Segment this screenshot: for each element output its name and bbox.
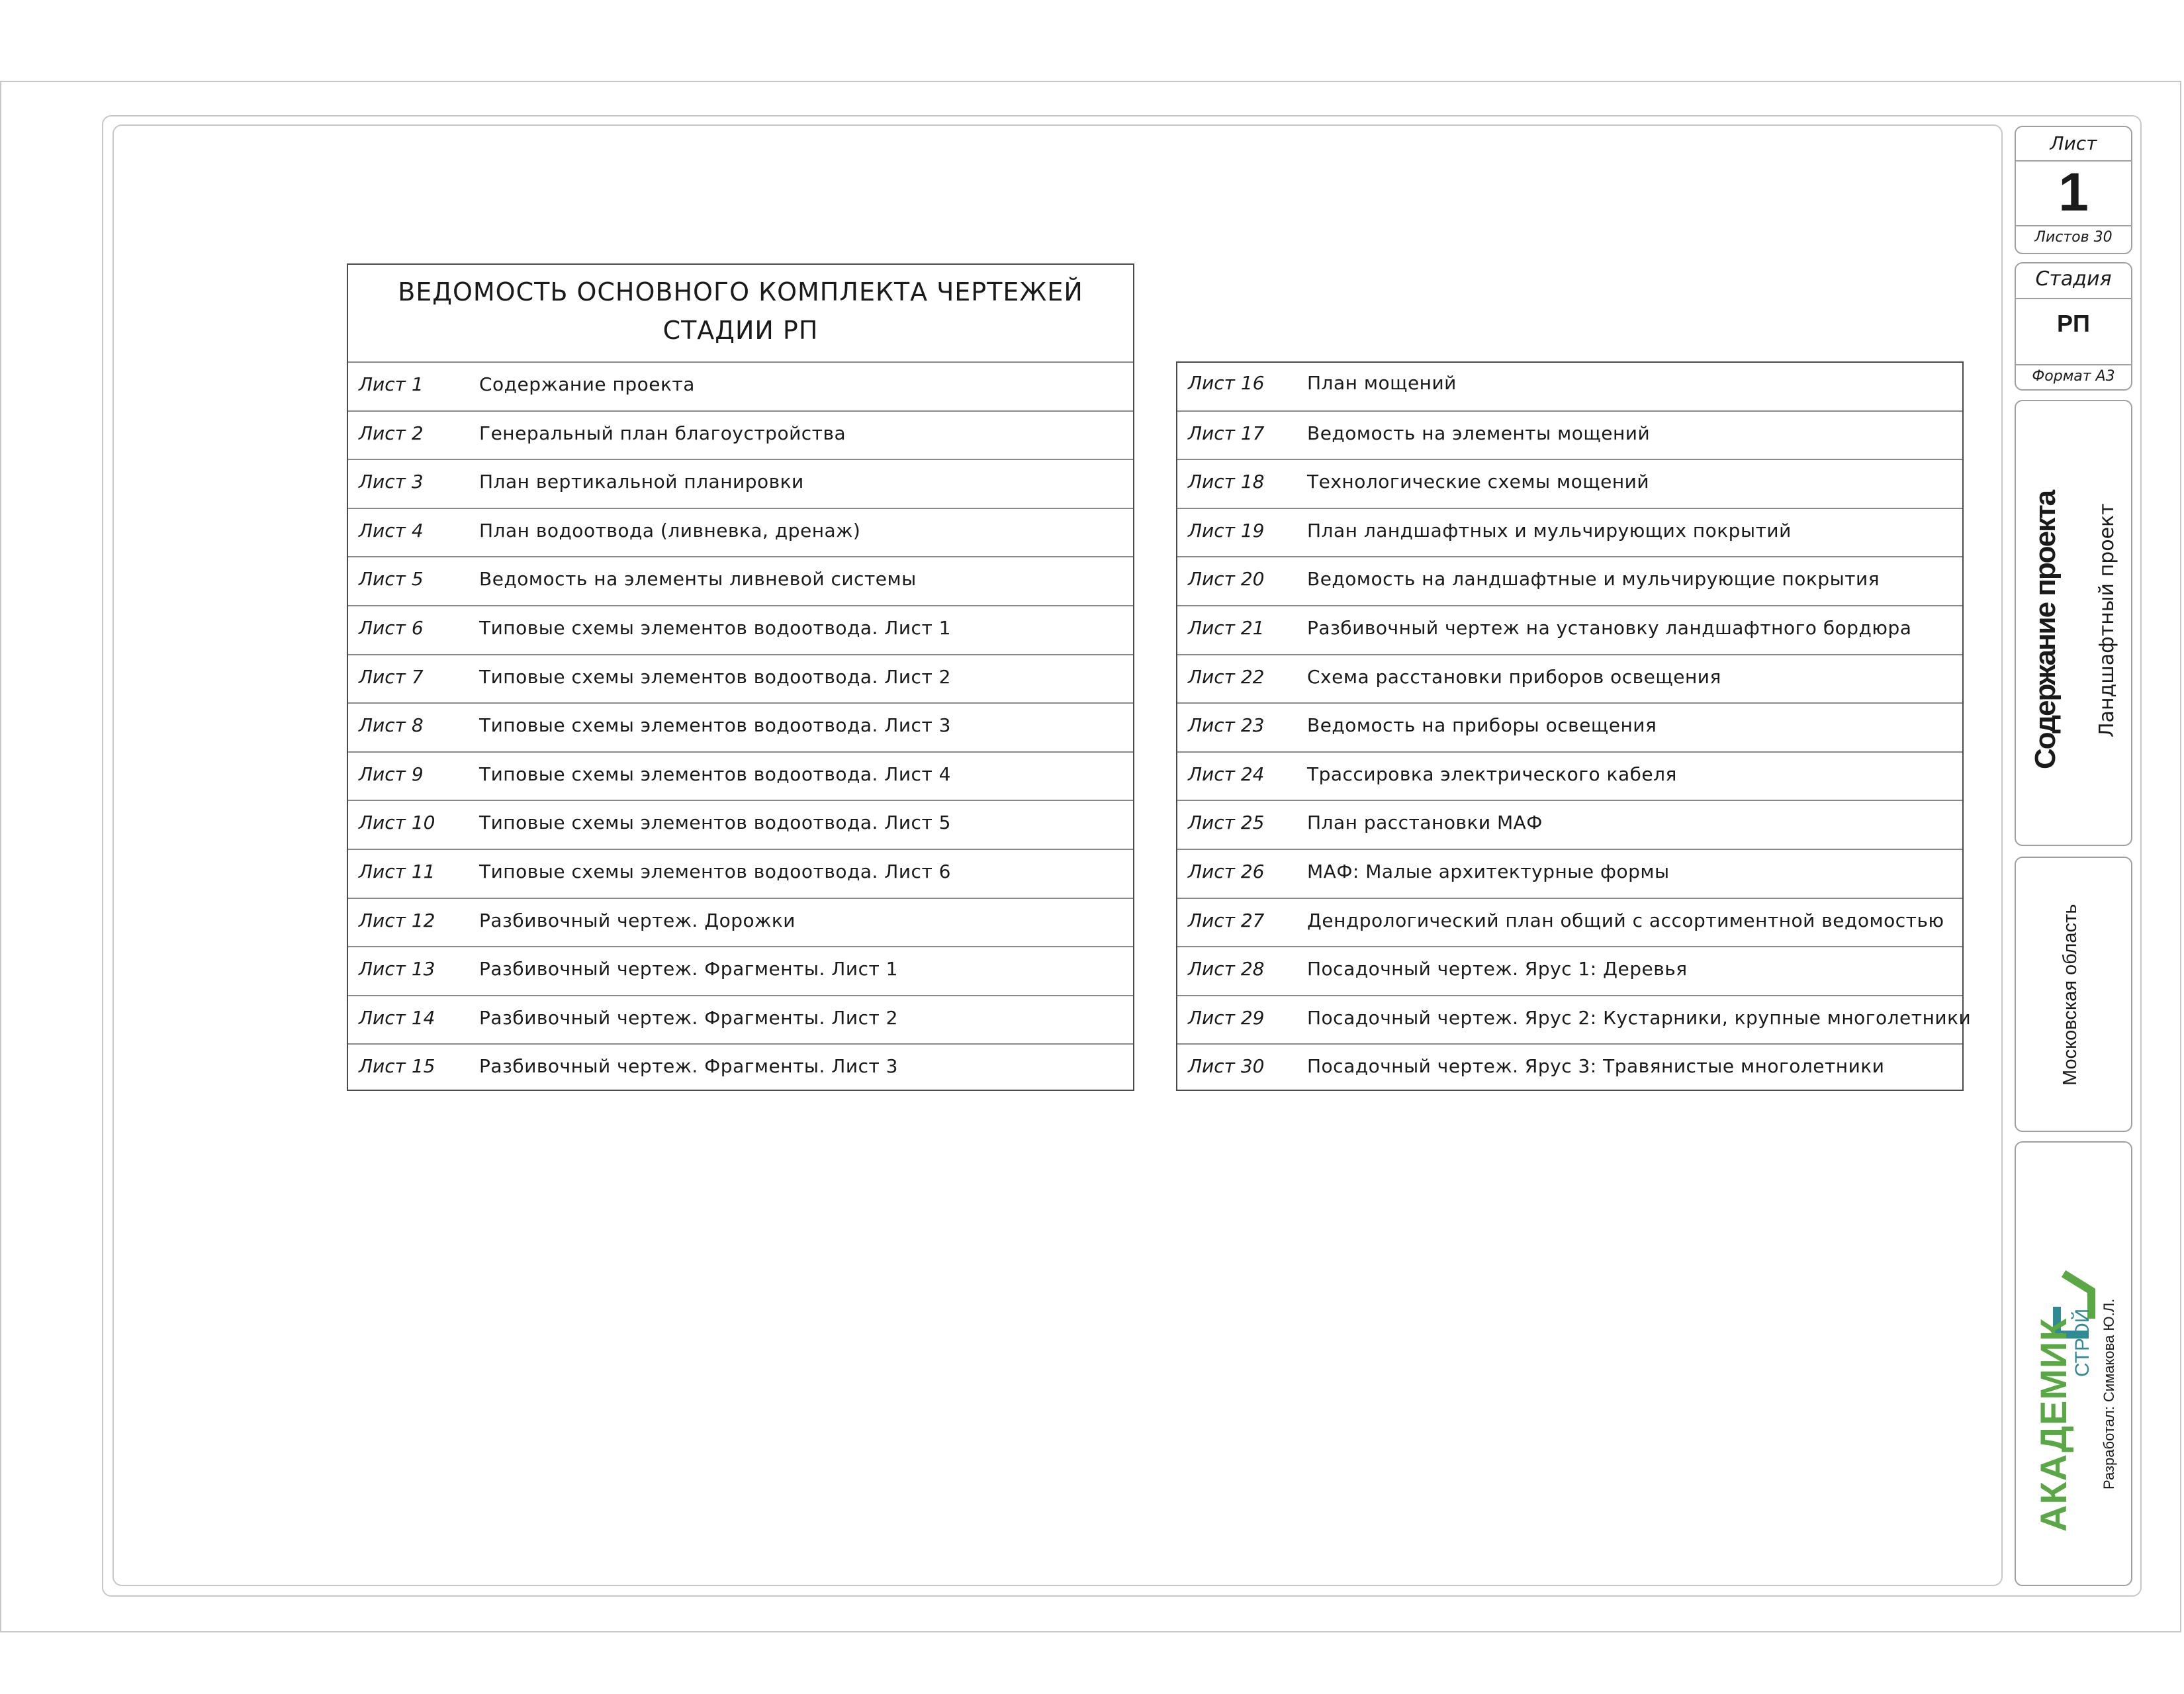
sheet-number-label: Лист 20: [1188, 568, 1265, 590]
sheet-number-label: Лист 6: [359, 617, 424, 639]
table-row: [348, 556, 1133, 605]
sheet-title: Типовые схемы элементов водоотвода. Лист 6: [479, 861, 951, 882]
table-row: [348, 702, 1133, 751]
sheet-title: Разбивочный чертеж на установку ландшафтного бордюра: [1307, 617, 1912, 639]
sheet-title: Разбивочный чертеж. Дорожки: [479, 909, 796, 931]
table-row: [348, 995, 1133, 1044]
sheet-label: Лист: [2050, 132, 2097, 154]
divider: [2016, 225, 2131, 226]
table-row: [348, 605, 1133, 654]
sheet-number-label: Лист 3: [359, 471, 424, 493]
table-row: [348, 898, 1133, 947]
region-cell: [2015, 857, 2132, 1132]
stage-cell: [2015, 262, 2132, 391]
table-row: [348, 849, 1133, 898]
sheet-title: План мощений: [1307, 372, 1457, 394]
sheet-number-label: Лист 17: [1188, 422, 1265, 444]
sheet-title: Типовые схемы элементов водоотвода. Лист 1: [479, 617, 951, 639]
table-row: [348, 1043, 1133, 1092]
sheet-number-label: Лист 23: [1188, 714, 1265, 737]
sheet-title: Типовые схемы элементов водоотвода. Лист 3: [479, 714, 951, 737]
sheet-list-table-left: [347, 263, 1134, 1091]
logo-text-main: АКАДЕМИК: [2032, 1317, 2074, 1532]
sheet-title: Содержание проекта: [479, 373, 695, 395]
sheet-number-label: Лист 18: [1188, 471, 1265, 493]
sheet-number-label: Лист 30: [1188, 1055, 1265, 1078]
divider: [2016, 364, 2131, 365]
table-row: [1177, 946, 1962, 995]
sheet-number-label: Лист 22: [1188, 665, 1265, 688]
table-title: [348, 273, 1133, 350]
table-row: [1177, 995, 1972, 1044]
table-row: [348, 751, 1133, 800]
table-row: [1177, 508, 1962, 557]
sheet-title: Ведомость на приборы освещения: [1307, 714, 1657, 737]
table-row: [348, 946, 1133, 995]
sheet-number-label: Лист 12: [359, 909, 435, 931]
drawing-title-cell: [2015, 400, 2132, 846]
stage-value: РП: [2057, 310, 2090, 337]
divider: [2016, 298, 2131, 299]
drawing-title: Содержание проекта: [2029, 491, 2062, 769]
sheet-number-label: Лист 14: [359, 1006, 435, 1029]
sheet-number: 1: [2058, 162, 2089, 222]
developer-cell: [2015, 1141, 2132, 1586]
developer: Разработал: Симакова Ю.Л.: [2101, 1298, 2117, 1489]
sheet-number-cell: [2015, 126, 2132, 254]
sheet-list-table-right: [1176, 361, 1972, 1091]
sheets-total: Листов 30: [2034, 229, 2113, 246]
sheet-number-label: Лист 1: [359, 373, 424, 395]
sheet-number-label: Лист 7: [359, 665, 424, 688]
sheet-title: МАФ: Малые архитектурные формы: [1307, 861, 1670, 882]
table-row: [348, 410, 1133, 459]
sheet-title: Ведомость на элементы ливневой системы: [479, 568, 917, 590]
sheet-number-label: Лист 21: [1188, 617, 1265, 639]
table-row: [348, 508, 1133, 557]
sheet-number-label: Лист 26: [1188, 861, 1265, 882]
sheet-title: Типовые схемы элементов водоотвода. Лист 4: [479, 763, 951, 785]
sheet-title: Разбивочный чертеж. Фрагменты. Лист 3: [479, 1055, 898, 1078]
sheet-title: Технологические схемы мощений: [1307, 471, 1650, 493]
stage-label: Стадия: [2035, 267, 2112, 291]
sheet-title: Посадочный чертеж. Ярус 3: Травянистые многолетники: [1307, 1055, 1885, 1078]
table-row: [1177, 751, 1962, 800]
sheet-number-label: Лист 24: [1188, 763, 1265, 785]
table-row: [348, 800, 1133, 849]
sheet-title: Ведомость на ландшафтные и мульчирующие покрытия: [1307, 568, 1880, 590]
sheet-number-label: Лист 29: [1188, 1006, 1265, 1029]
sheet-title: План водоотвода (ливневка, дренаж): [479, 519, 861, 541]
sheet-number-label: Лист 9: [359, 763, 424, 785]
table-row: [1177, 410, 1962, 459]
sheet-number-label: Лист 2: [359, 422, 424, 444]
sheet-title: Ведомость на элементы мощений: [1307, 422, 1651, 444]
table-row: [1177, 459, 1962, 508]
table-row: [1177, 361, 1962, 409]
sheet-number-label: Лист 13: [359, 958, 435, 980]
sheet-title: План расстановки МАФ: [1307, 812, 1543, 834]
sheet-title: План вертикальной планировки: [479, 471, 804, 493]
sheet-title: Дендрологический план общий с ассортиментной ведомостью: [1307, 909, 1944, 931]
sheet-title: Разбивочный чертеж. Фрагменты. Лист 1: [479, 958, 898, 980]
project-type: Ландшафтный проект: [2095, 503, 2118, 737]
sheet-number-label: Лист 25: [1188, 812, 1265, 834]
sheet-title: Типовые схемы элементов водоотвода. Лист 5: [479, 812, 951, 834]
table-row: [348, 654, 1133, 703]
sheet-number-label: Лист 19: [1188, 519, 1265, 541]
sheet-number-label: Лист 15: [359, 1055, 435, 1078]
sheet-number-label: Лист 10: [359, 812, 435, 834]
table-row: [1177, 605, 1962, 654]
sheet-number-label: Лист 8: [359, 714, 424, 737]
company-logo: [2025, 1268, 2098, 1540]
sheet-number-label: Лист 11: [359, 861, 435, 882]
table-row: [1177, 849, 1962, 898]
sheet-title: Генеральный план благоустройства: [479, 422, 846, 444]
logo-text-sub: СТРОЙ: [2071, 1308, 2093, 1377]
table-row: [348, 361, 1133, 410]
table-title-line2: СТАДИИ РП: [662, 316, 819, 345]
table-title-line1: ВЕДОМОСТЬ ОСНОВНОГО КОМПЛЕКТА ЧЕРТЕЖЕЙ: [398, 277, 1083, 306]
table-row: [1177, 800, 1962, 849]
sheet-number-label: Лист 28: [1188, 958, 1265, 980]
table-row: [1177, 702, 1962, 751]
sheet-title: Разбивочный чертеж. Фрагменты. Лист 2: [479, 1006, 898, 1029]
format-label: Формат А3: [2032, 368, 2115, 385]
table-row: [1177, 556, 1962, 605]
table-row: [1177, 1043, 1962, 1092]
sheet-title: Типовые схемы элементов водоотвода. Лист 2: [479, 665, 951, 688]
table-row: [1177, 654, 1962, 703]
sheet-number-label: Лист 27: [1188, 909, 1265, 931]
sheet-title: Схема расстановки приборов освещения: [1307, 665, 1721, 688]
sheet-title: План ландшафтных и мульчирующих покрытий: [1307, 519, 1792, 541]
sheet-title: Трассировка электрического кабеля: [1307, 763, 1677, 785]
table-row: [1177, 898, 1962, 947]
sheet-number-label: Лист 4: [359, 519, 424, 541]
sheet-number-label: Лист 16: [1188, 372, 1265, 394]
sheet-title: Посадочный чертеж. Ярус 2: Кустарники, крупные многолетники: [1307, 1006, 1972, 1029]
sheet-number-label: Лист 5: [359, 568, 424, 590]
region: Московская область: [2060, 904, 2081, 1086]
sheet-title: Посадочный чертеж. Ярус 1: Деревья: [1307, 958, 1688, 980]
table-row: [348, 459, 1133, 508]
